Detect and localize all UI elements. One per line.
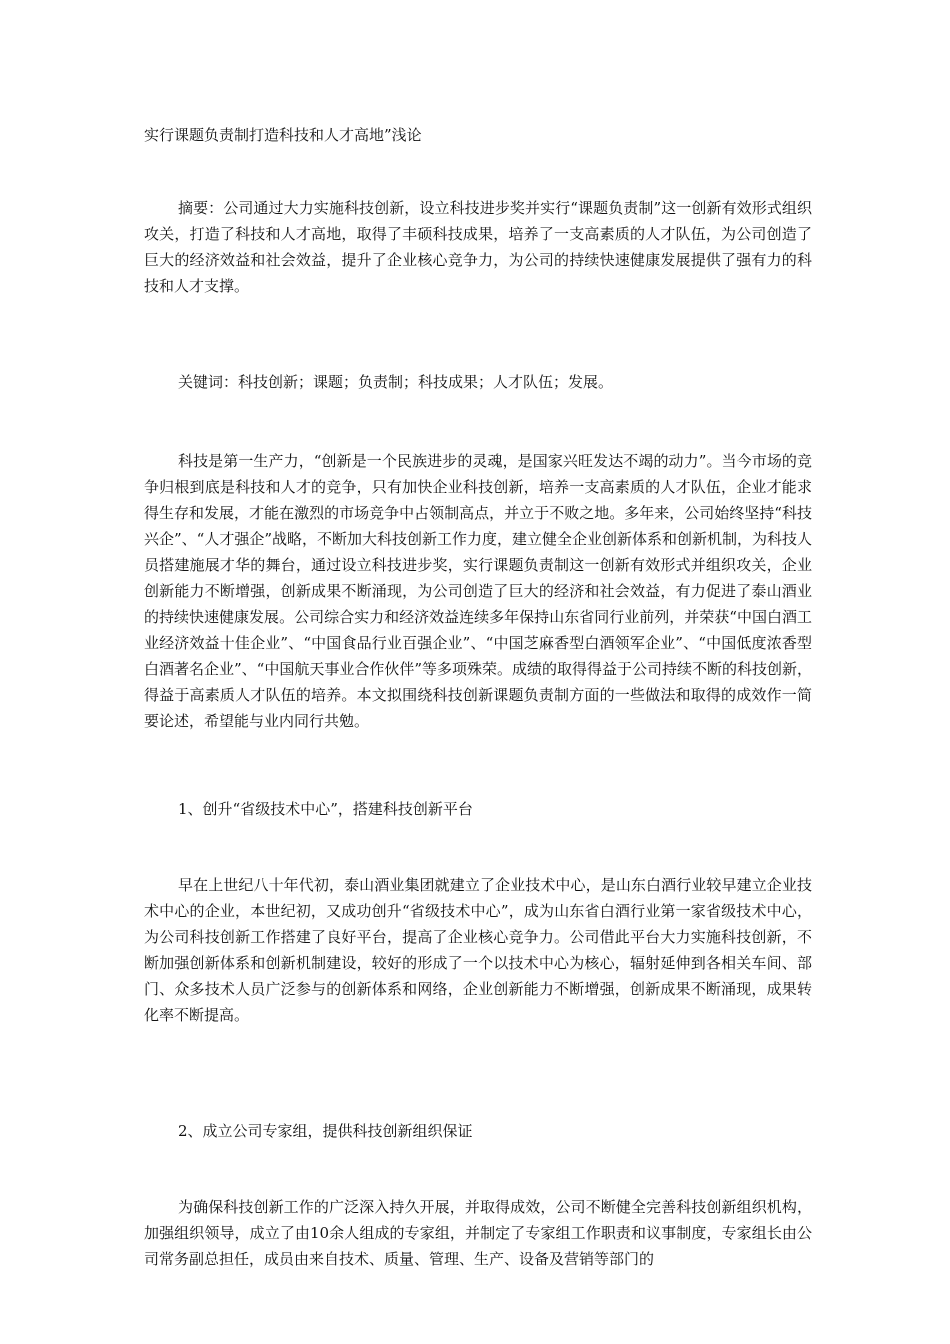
section-2-paragraph: 为确保科技创新工作的广泛深入持久开展，并取得成效，公司不断健全完善科技创新组织机构，加强组织领导，成立了由10余人组成的专家组，并制定了专家组工作职责和议事制度，专家组长由公司常务副总担任，成员由来自技术、质量、管理、生产、设备及营销等部门的 (144, 1198, 812, 1268)
section-2-heading: 2、成立公司专家组，提供科技创新组织保证 (178, 1122, 473, 1140)
intro-paragraph: 科技是第一生产力，“创新是一个民族进步的灵魂，是国家兴旺发达不竭的动力”。当今市场的竞争归根到底是科技和人才的竞争，只有加快企业科技创新，培养一支高素质的人才队伍，企业才能求得生存和发展，才能在激烈的市场竞争中占领制高点，并立于不败之地。多年来，公司始终坚持“科技兴企”、“人才强企”战略，不断加大科技创新工作力度，建立健全企业创新体系和创新机制，为科技人员搭建施展才华的舞台，通过设立科技进步奖，实行课题负责制这一创新有效形式并组织攻关，企业创新能力不断增强，创新成果不断涌现，为公司创造了巨大的经济和社会效益，有力促进了泰山酒业的持续快速健康发展。公司综合实力和经济效益连续多年保持山东省同行业前列，并荣获“中国白酒工业经济效益十佳企业”、“中国食品行业百强企业”、“中国芝麻香型白酒领军企业”、“中国低度浓香型白酒著名企业”、“中国航天事业合作伙伴”等多项殊荣。成绩的取得得益于公司持续不断的科技创新，得益于高素质人才队伍的培养。本文拟围绕科技创新课题负责制方面的一些做法和取得的成效作一简要论述，希望能与业内同行共勉。 (144, 452, 813, 730)
abstract-paragraph: 摘要：公司通过大力实施科技创新，设立科技进步奖并实行“课题负责制”这一创新有效形式组织攻关，打造了科技和人才高地，取得了丰硕科技成果，培养了一支高素质的人才队伍，为公司创造了巨大的经济效益和社会效益，提升了企业核心竞争力，为公司的持续快速健康发展提供了强有力的科技和人才支撑。 (144, 199, 812, 295)
section-1-heading: 1、创升“省级技术中心”，搭建科技创新平台 (178, 800, 473, 818)
section-1-paragraph: 早在上世纪八十年代初，泰山酒业集团就建立了企业技术中心，是山东白酒行业较早建立企业技术中心的企业，本世纪初，又成功创升“省级技术中心”，成为山东省白酒行业第一家省级技术中心，为公司科技创新工作搭建了良好平台，提高了企业核心竞争力。公司借此平台大力实施科技创新，不断加强创新体系和创新机制建设，较好的形成了一个以技术中心为核心，辐射延伸到各相关车间、部门、众多技术人员广泛参与的创新体系和网络，企业创新能力不断增强，创新成果不断涌现，成果转化率不断提高。 (144, 876, 812, 1024)
document-title: 实行课题负责制打造科技和人才高地”浅论 (144, 126, 422, 144)
keywords-paragraph: 关键词：科技创新；课题；负责制；科技成果；人才队伍；发展。 (178, 373, 614, 391)
